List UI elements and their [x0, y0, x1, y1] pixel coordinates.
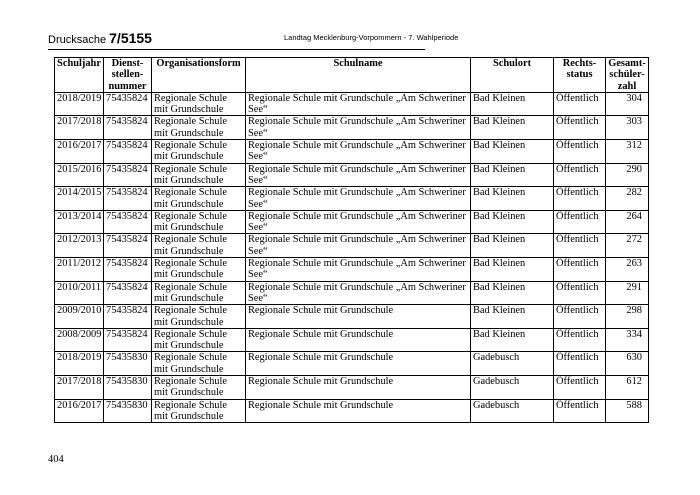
cell-org: Regionale Schule mit Grundschule — [152, 305, 246, 329]
cell-count: 298 — [606, 305, 649, 329]
table-row — [55, 116, 649, 140]
cell-place: Bad Kleinen — [471, 210, 554, 234]
cell-year: 2018/2019 — [55, 352, 104, 376]
cell-count: 303 — [606, 116, 649, 140]
cell-status: Öffentlich — [554, 376, 606, 400]
cell-place: Bad Kleinen — [471, 116, 554, 140]
cell-org: Regionale Schule mit Grundschule — [152, 163, 246, 187]
table-row — [55, 305, 649, 329]
cell-count: 630 — [606, 352, 649, 376]
cell-name: Regionale Schule mit Grundschule — [246, 376, 471, 400]
cell-status: Öffentlich — [554, 352, 606, 376]
cell-place: Bad Kleinen — [471, 140, 554, 164]
column-header: Dienst- stellen- nummer — [104, 58, 152, 93]
cell-name: Regionale Schule mit Grundschule „Am Schweriner See“ — [246, 140, 471, 164]
cell-count: 304 — [606, 92, 649, 116]
cell-place: Bad Kleinen — [471, 281, 554, 305]
cell-status: Öffentlich — [554, 399, 606, 423]
cell-status: Öffentlich — [554, 210, 606, 234]
cell-count: 312 — [606, 140, 649, 164]
cell-name: Regionale Schule mit Grundschule „Am Schweriner See“ — [246, 163, 471, 187]
cell-id: 75435824 — [104, 116, 152, 140]
cell-name: Regionale Schule mit Grundschule „Am Schweriner See“ — [246, 92, 471, 116]
cell-name: Regionale Schule mit Grundschule — [246, 399, 471, 423]
cell-name: Regionale Schule mit Grundschule — [246, 305, 471, 329]
document-number: Drucksache 7/5155 — [48, 30, 152, 46]
cell-count: 290 — [606, 163, 649, 187]
column-header: Gesamt- schüler- zahl — [606, 58, 649, 93]
cell-count: 282 — [606, 187, 649, 211]
cell-status: Öffentlich — [554, 116, 606, 140]
table-row — [55, 210, 649, 234]
column-header: Schulname — [246, 58, 471, 93]
cell-name: Regionale Schule mit Grundschule „Am Schweriner See“ — [246, 234, 471, 258]
cell-year: 2013/2014 — [55, 210, 104, 234]
cell-year: 2010/2011 — [55, 281, 104, 305]
cell-status: Öffentlich — [554, 140, 606, 164]
cell-count: 588 — [606, 399, 649, 423]
cell-year: 2018/2019 — [55, 92, 104, 116]
cell-id: 75435824 — [104, 281, 152, 305]
cell-name: Regionale Schule mit Grundschule — [246, 328, 471, 352]
cell-status: Öffentlich — [554, 92, 606, 116]
cell-count: 612 — [606, 376, 649, 400]
cell-year: 2014/2015 — [55, 187, 104, 211]
cell-id: 75435824 — [104, 163, 152, 187]
cell-year: 2008/2009 — [55, 328, 104, 352]
cell-org: Regionale Schule mit Grundschule — [152, 399, 246, 423]
cell-org: Regionale Schule mit Grundschule — [152, 352, 246, 376]
school-table — [54, 57, 649, 423]
cell-id: 75435830 — [104, 376, 152, 400]
cell-id: 75435824 — [104, 210, 152, 234]
cell-org: Regionale Schule mit Grundschule — [152, 140, 246, 164]
cell-id: 75435824 — [104, 140, 152, 164]
cell-count: 334 — [606, 328, 649, 352]
cell-status: Öffentlich — [554, 281, 606, 305]
table-row — [55, 328, 649, 352]
cell-place: Bad Kleinen — [471, 305, 554, 329]
cell-org: Regionale Schule mit Grundschule — [152, 187, 246, 211]
column-header: Schulort — [471, 58, 554, 93]
cell-id: 75435824 — [104, 187, 152, 211]
cell-year: 2012/2013 — [55, 234, 104, 258]
cell-place: Gadebusch — [471, 399, 554, 423]
table-row — [55, 281, 649, 305]
cell-year: 2017/2018 — [55, 376, 104, 400]
cell-place: Bad Kleinen — [471, 163, 554, 187]
cell-name: Regionale Schule mit Grundschule „Am Schweriner See“ — [246, 116, 471, 140]
cell-count: 272 — [606, 234, 649, 258]
table-row — [55, 376, 649, 400]
cell-id: 75435824 — [104, 234, 152, 258]
cell-name: Regionale Schule mit Grundschule „Am Schweriner See“ — [246, 258, 471, 282]
cell-status: Öffentlich — [554, 234, 606, 258]
cell-year: 2016/2017 — [55, 399, 104, 423]
parliament-label: Landtag Mecklenburg-Vorpommern - 7. Wahlperiode — [284, 33, 459, 42]
cell-place: Gadebusch — [471, 352, 554, 376]
cell-place: Bad Kleinen — [471, 328, 554, 352]
cell-count: 263 — [606, 258, 649, 282]
cell-name: Regionale Schule mit Grundschule „Am Schweriner See“ — [246, 187, 471, 211]
table-row — [55, 258, 649, 282]
cell-name: Regionale Schule mit Grundschule „Am Schweriner See“ — [246, 210, 471, 234]
column-header: Organisationsform — [152, 58, 246, 93]
cell-org: Regionale Schule mit Grundschule — [152, 281, 246, 305]
table-row — [55, 92, 649, 116]
cell-id: 75435824 — [104, 258, 152, 282]
cell-place: Bad Kleinen — [471, 92, 554, 116]
page-header — [48, 30, 459, 48]
cell-year: 2015/2016 — [55, 163, 104, 187]
cell-place: Bad Kleinen — [471, 187, 554, 211]
table-row — [55, 187, 649, 211]
cell-status: Öffentlich — [554, 163, 606, 187]
cell-org: Regionale Schule mit Grundschule — [152, 258, 246, 282]
cell-org: Regionale Schule mit Grundschule — [152, 116, 246, 140]
cell-count: 291 — [606, 281, 649, 305]
column-header: Rechts- status — [554, 58, 606, 93]
cell-place: Gadebusch — [471, 376, 554, 400]
cell-place: Bad Kleinen — [471, 234, 554, 258]
cell-year: 2017/2018 — [55, 116, 104, 140]
cell-year: 2016/2017 — [55, 140, 104, 164]
cell-id: 75435824 — [104, 328, 152, 352]
page-number: 404 — [48, 454, 64, 465]
cell-status: Öffentlich — [554, 187, 606, 211]
cell-id: 75435830 — [104, 352, 152, 376]
cell-status: Öffentlich — [554, 328, 606, 352]
cell-status: Öffentlich — [554, 258, 606, 282]
header-rule — [48, 49, 425, 50]
cell-id: 75435824 — [104, 92, 152, 116]
table-row — [55, 163, 649, 187]
cell-year: 2009/2010 — [55, 305, 104, 329]
cell-id: 75435830 — [104, 399, 152, 423]
cell-org: Regionale Schule mit Grundschule — [152, 92, 246, 116]
table-header-row — [55, 58, 649, 93]
table-row — [55, 352, 649, 376]
cell-name: Regionale Schule mit Grundschule — [246, 352, 471, 376]
cell-place: Bad Kleinen — [471, 258, 554, 282]
cell-count: 264 — [606, 210, 649, 234]
table-row — [55, 234, 649, 258]
cell-year: 2011/2012 — [55, 258, 104, 282]
cell-name: Regionale Schule mit Grundschule „Am Schweriner See“ — [246, 281, 471, 305]
cell-org: Regionale Schule mit Grundschule — [152, 376, 246, 400]
table-row — [55, 140, 649, 164]
cell-org: Regionale Schule mit Grundschule — [152, 328, 246, 352]
table-row — [55, 399, 649, 423]
column-header: Schuljahr — [55, 58, 104, 93]
cell-id: 75435824 — [104, 305, 152, 329]
cell-status: Öffentlich — [554, 305, 606, 329]
cell-org: Regionale Schule mit Grundschule — [152, 234, 246, 258]
cell-org: Regionale Schule mit Grundschule — [152, 210, 246, 234]
